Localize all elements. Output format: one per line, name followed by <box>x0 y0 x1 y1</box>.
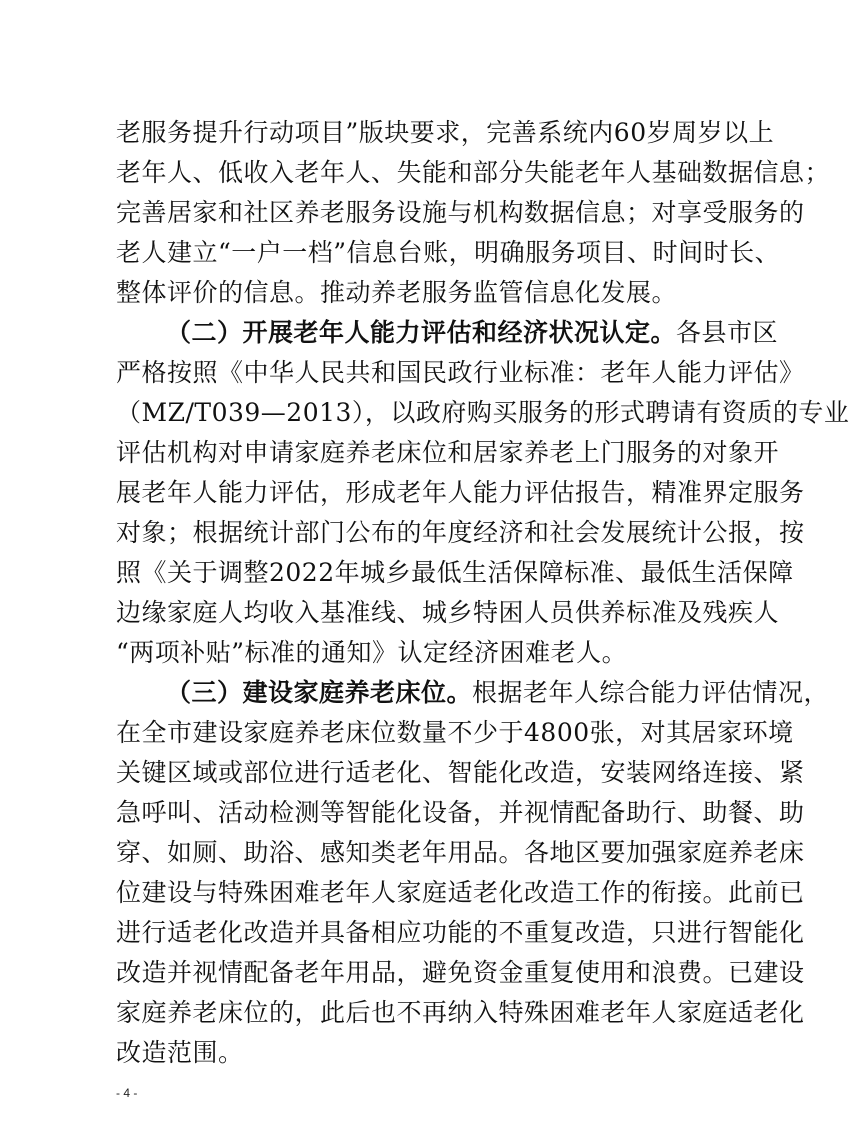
paragraph-line: 展老年人能力评估，形成老年人能力评估报告，精准界定服务 <box>116 478 805 507</box>
paragraph-line: “两项补贴”标准的通知》认定经济困难老人。 <box>116 638 628 667</box>
paragraph-line: 老服务提升行动项目”版块要求，完善系统内60岁周岁以上 <box>116 118 775 147</box>
paragraph-line: 家庭养老床位的，此后也不再纳入特殊困难老年人家庭适老化 <box>116 998 805 1027</box>
page-number: - 4 - <box>116 1086 138 1100</box>
paragraph-line: 评估机构对申请家庭养老床位和居家养老上门服务的对象开 <box>116 438 780 467</box>
paragraph-line: 在全市建设家庭养老床位数量不少于4800张，对其居家环境 <box>116 718 794 747</box>
paragraph-line: 老人建立“一户一档”信息台账，明确服务项目、时间时长、 <box>116 238 781 267</box>
paragraph-line: 穿、如厕、助浴、感知类老年用品。各地区要加强家庭养老床 <box>116 838 805 867</box>
paragraph-line: 照《关于调整2022年城乡最低生活保障标准、最低生活保障 <box>116 558 794 587</box>
paragraph-line: 进行适老化改造并具备相应功能的不重复改造，只进行智能化 <box>116 918 805 947</box>
section-2-first-line <box>166 313 779 353</box>
section-2-heading: （二）开展老年人能力评估和经济状况认定。 <box>166 318 677 347</box>
paragraph-line: 对象；根据统计部门公布的年度经济和社会发展统计公报，按 <box>116 518 805 547</box>
paragraph-line: 改造范围。 <box>116 1038 244 1067</box>
section-2-lead-text: 各县市区 <box>676 318 779 347</box>
paragraph-line: 整体评价的信息。推动养老服务监管信息化发展。 <box>116 278 678 307</box>
paragraph-line: 完善居家和社区养老服务设施与机构数据信息；对享受服务的 <box>116 198 805 227</box>
paragraph-line: 老年人、低收入老年人、失能和部分失能老年人基础数据信息； <box>116 158 831 187</box>
paragraph-line: 位建设与特殊困难老年人家庭适老化改造工作的衔接。此前已 <box>116 878 805 907</box>
paragraph-line: 急呼叫、活动检测等智能化设备，并视情配备助行、助餐、助 <box>116 798 805 827</box>
paragraph-line: 严格按照《中华人民共和国民政行业标准：老年人能力评估》 <box>116 358 805 387</box>
paragraph-line: （MZ/T039—2013），以政府购买服务的形式聘请有资质的专业 <box>116 398 849 427</box>
section-3-lead-text: 根据老年人综合能力评估情况， <box>472 678 830 707</box>
section-3-heading: （三）建设家庭养老床位。 <box>166 678 473 707</box>
paragraph-line: 关键区域或部位进行适老化、智能化改造，安装网络连接、紧 <box>116 758 805 787</box>
paragraph-line: 改造并视情配备老年用品，避免资金重复使用和浪费。已建设 <box>116 958 805 987</box>
section-3-first-line <box>166 673 830 713</box>
paragraph-line: 边缘家庭人均收入基准线、城乡特困人员供养标准及残疾人 <box>116 598 780 627</box>
